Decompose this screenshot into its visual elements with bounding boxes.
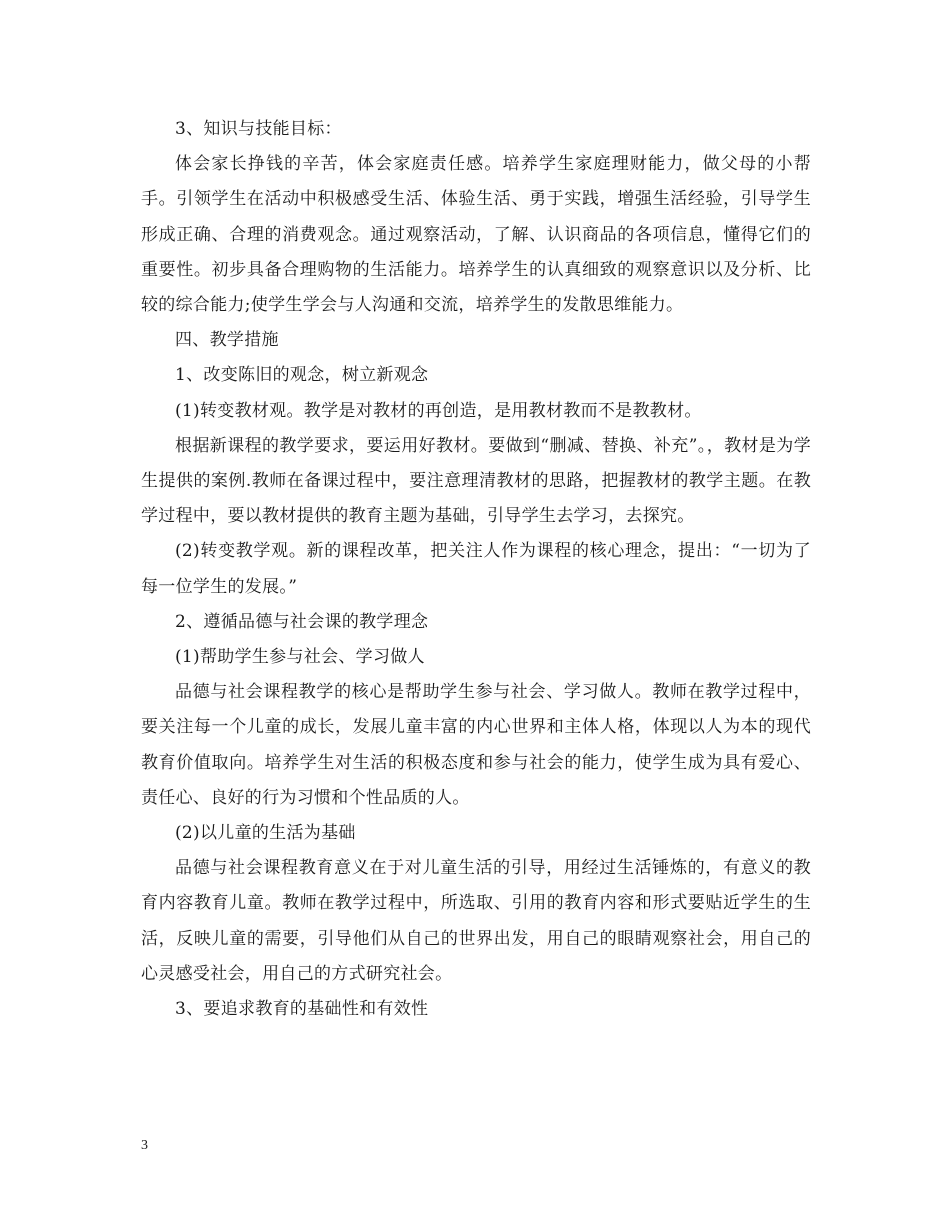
subheading-basic-effective-education: 3、要追求教育的基础性和有效性 bbox=[175, 999, 429, 1020]
paragraph-guide-children-life: 品德与社会课程教育意义在于对儿童生活的引导，用经过生活锤炼的，有意义的教育内容教育儿童。教师在教学过程中，所选取、引用的教育内容和形式要贴近学生的生活，反映儿童的需要，引导他们从自己的世界出发，用自己的眼睛观察社会，用自己的心灵感受社会，用自己的方式研究社会。 bbox=[141, 858, 811, 984]
section-heading-teaching-measures: 四、教学措施 bbox=[175, 330, 279, 351]
paragraph-use-textbook: 根据新课程的教学要求，要运用好教材。要做到“删减、替换、补充”。，教材是为学生提供的案例.教师在备课过程中，要注意理清教材的思路，把握教材的教学主题。在教学过程中，要以教材提供的教育主题为基础，引导学生去学习，去探究。 bbox=[141, 435, 811, 527]
paragraph-children-life-basis: (2)以儿童的生活为基础 bbox=[175, 823, 356, 844]
paragraph-teaching-view: (2)转变教学观。新的课程改革，把关注人作为课程的核心理念，提出：“一切为了每一位学生的发展。” bbox=[141, 541, 811, 597]
paragraph-knowledge-skill-goals: 体会家长挣钱的辛苦，体会家庭责任感。培养学生家庭理财能力，做父母的小帮手。引领学生在活动中积极感受生活、体验生活、勇于实践，增强生活经验，引导学生形成正确、合理的消费观念。通过观察活动，了解、认识商品的各项信息，懂得它们的重要性。初步具备合理购物的生活能力。培养学生的认真细致的观察意识以及分析、比较的综合能力;使学生学会与人沟通和交流，培养学生的发散思维能力。 bbox=[141, 154, 811, 316]
subheading-teaching-philosophy: 2、遵循品德与社会课的教学理念 bbox=[175, 611, 429, 632]
paragraph-core-of-teaching: 品德与社会课程教学的核心是帮助学生参与社会、学习做人。教师在教学过程中，要关注每一个儿童的成长，发展儿童丰富的内心世界和主体人格，体现以人为本的现代教育价值取向。培养学生对生活的积极态度和参与社会的能力，使学生成为具有爱心、责任心、良好的行为习惯和个性品质的人。 bbox=[141, 682, 811, 808]
page-number: 3 bbox=[141, 1138, 148, 1153]
document-body bbox=[141, 112, 811, 1027]
paragraph-help-participate-society: (1)帮助学生参与社会、学习做人 bbox=[175, 647, 425, 668]
paragraph-textbook-view: (1)转变教材观。教学是对教材的再创造，是用教材教而不是教教材。 bbox=[175, 400, 702, 421]
subheading-change-concepts: 1、改变陈旧的观念，树立新观念 bbox=[175, 365, 429, 386]
section-heading-knowledge-skill-goals: 3、知识与技能目标： bbox=[175, 119, 342, 139]
